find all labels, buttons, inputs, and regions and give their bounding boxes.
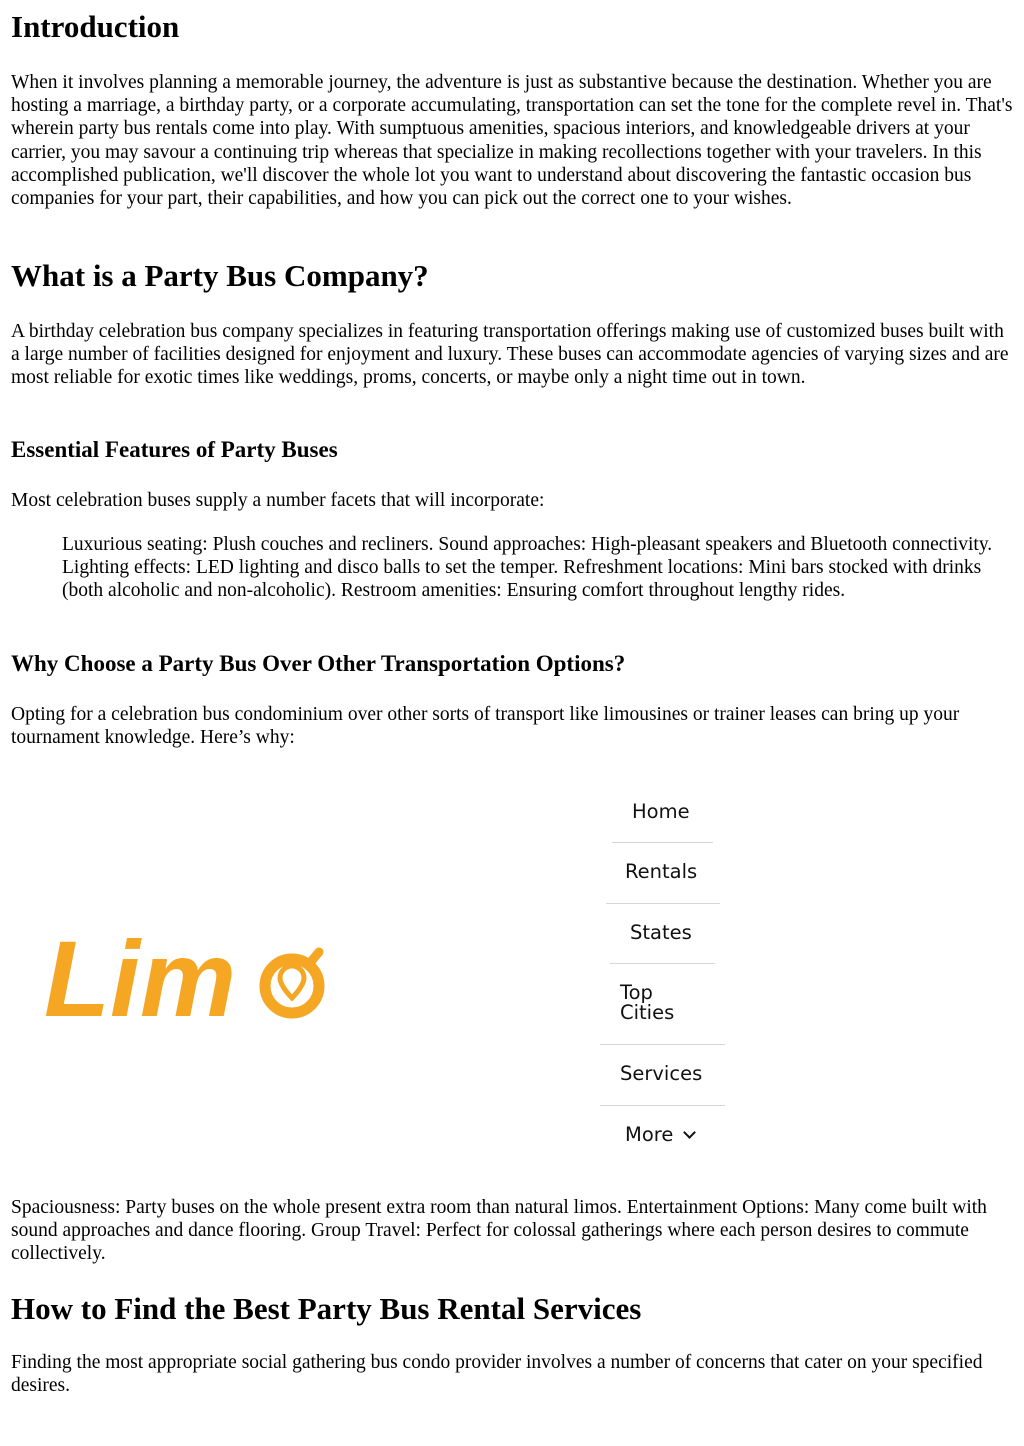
heading-how-to-find: How to Find the Best Party Bus Rental Services	[11, 1291, 642, 1326]
nav-divider	[612, 842, 713, 843]
logo-wordmark-text: Lim	[44, 928, 237, 1024]
heading-what-is-party-bus: What is a Party Bus Company?	[11, 258, 429, 293]
nav-divider	[600, 1044, 725, 1045]
limo-logo[interactable]	[44, 928, 326, 1024]
nav-item-home[interactable]: Home	[632, 800, 690, 823]
nav-item-states[interactable]: States	[630, 921, 692, 944]
nav-divider	[610, 963, 715, 964]
heading-why-choose: Why Choose a Party Bus Over Other Transportation Options?	[11, 651, 626, 676]
paragraph-why-choose: Opting for a celebration bus condominium over other sorts of transport like limousines or trainer leases can bring up your tournament knowledge. Here’s why:	[11, 704, 960, 749]
nav-divider	[600, 1105, 725, 1106]
nav-item-more-label: More	[625, 1123, 674, 1146]
heading-introduction: Introduction	[11, 9, 180, 44]
nav-item-top-cities-line1: Top	[620, 981, 653, 1004]
paragraph-features-intro: Most celebration buses supply a number facets that will incorporate:	[11, 490, 545, 511]
nav-divider	[606, 903, 720, 904]
nav-item-top-cities[interactable]	[620, 983, 674, 1023]
paragraph-features-list: Luxurious seating: Plush couches and recliners. Sound approaches: High-pleasant speakers and Bluetooth connectivity. Lighting effects: LED lighting and disco balls to set the temper. Refreshment locations: Mini bars stocked with drinks (both alcoholic and non-alcoholic). Restroom amenities: Ensuring comfort throughout lengthy rides.	[62, 534, 993, 602]
paragraph-what-is-party-bus: A birthday celebration bus company specializes in featuring transportation offerings making use of customized buses built with a large number of facilities designed for enjoyment and luxury. These buses can accommodate agencies of varying sizes and are most reliable for exotic times like weddings, proms, concerts, or maybe only a night time out in town.	[11, 321, 1009, 389]
heading-essential-features: Essential Features of Party Buses	[11, 437, 338, 462]
paragraph-how-to-find: Finding the most appropriate social gathering bus condo provider involves a number of concerns that cater on your specified desires.	[11, 1352, 983, 1397]
paragraph-spaciousness: Spaciousness: Party buses on the whole present extra room than natural limos. Entertainment Options: Many come built with sound approaches and dance flooring. Group Travel: Perfect for colossal gatherings where each person desires to commute collectively.	[11, 1197, 987, 1265]
paragraph-introduction: When it involves planning a memorable journey, the adventure is just as substantive because the destination. Whether you are hosting a marriage, a birthday party, or a corporate accumulating, transportation can set the tone for the complete revel in. That's wherein party bus rentals come into play. With sumptuous amenities, spacious interiors, and knowledgeable drivers at your carrier, you may savour a continuing trip whereas that specialize in making recollections together with your travelers. In this accomplished publication, we'll discover the whole lot you want to understand about discovering the fantastic occasion bus companies for your part, their capabilities, and how you can pick out the correct one to your wishes.	[11, 72, 1013, 210]
nav-item-services[interactable]: Services	[620, 1062, 703, 1085]
nav-item-more[interactable]	[625, 1125, 694, 1145]
nav-item-top-cities-line2: Cities	[620, 1001, 675, 1024]
nav-item-rentals[interactable]: Rentals	[625, 860, 698, 883]
chevron-down-icon	[683, 1126, 696, 1139]
location-pin-icon	[265, 952, 319, 1013]
